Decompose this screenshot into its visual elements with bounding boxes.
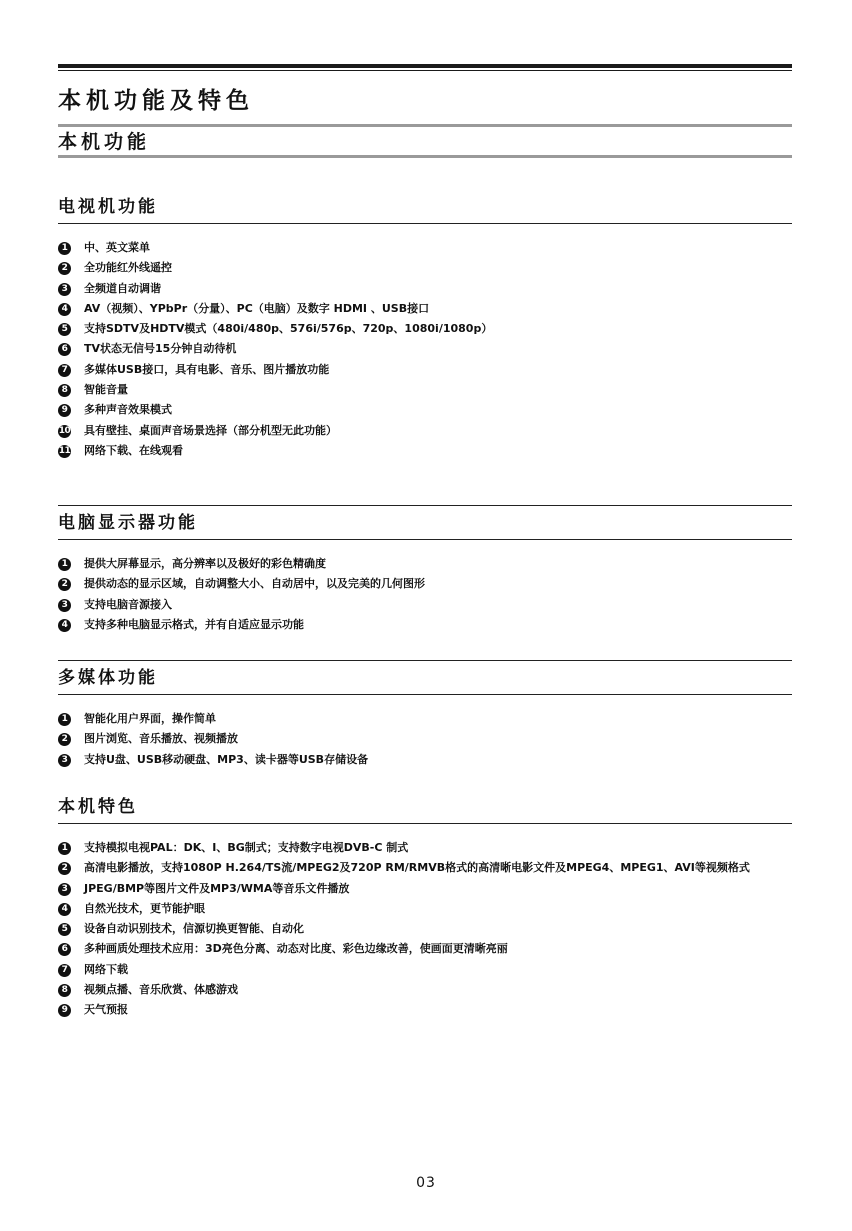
number-badge: 6 — [58, 943, 71, 956]
list-item — [58, 899, 792, 919]
item-text: 网络下载 — [84, 962, 128, 976]
item-text: JPEG/BMP等图片文件及MP3/WMA等音乐文件播放 — [84, 881, 350, 895]
top-rule — [58, 64, 792, 68]
list-item — [58, 960, 792, 980]
list-item — [58, 574, 792, 594]
list-item — [58, 939, 792, 959]
list-item — [58, 299, 792, 319]
list-item — [58, 238, 792, 258]
item-text: 智能音量 — [84, 383, 128, 397]
list-item — [58, 258, 792, 278]
list-item — [58, 360, 792, 380]
number-badge: 3 — [58, 883, 71, 896]
list-item — [58, 400, 792, 420]
number-badge: 9 — [58, 404, 71, 417]
section-multimedia-functions — [58, 660, 792, 770]
number-badge: 8 — [58, 984, 71, 997]
item-text: 高清电影播放，支持1080P H.264/TS流/MPEG2及720P RM/RMVB格式的高清晰电影文件及MPEG4、MPEG1、AVI等视频格式 — [84, 861, 750, 875]
item-text: 支持电脑音源接入 — [84, 597, 172, 611]
number-badge: 5 — [58, 323, 71, 336]
item-text: 视频点播、音乐欣赏、体感游戏 — [84, 983, 238, 997]
list-item — [58, 750, 792, 770]
number-badge: 1 — [58, 242, 71, 255]
number-badge: 10 — [58, 425, 71, 436]
item-text: TV状态无信号15分钟自动待机 — [84, 342, 237, 356]
item-text: 多种声音效果模式 — [84, 403, 172, 417]
list-item — [58, 1000, 792, 1020]
list-item — [58, 441, 792, 461]
list-item — [58, 339, 792, 359]
number-badge: 7 — [58, 364, 71, 377]
number-badge: 3 — [58, 599, 71, 612]
number-badge: 2 — [58, 733, 71, 746]
item-text: 图片浏览、音乐播放、视频播放 — [84, 732, 238, 746]
item-text: 支持U盘、USB移动硬盘、MP3、读卡器等USB存储设备 — [84, 752, 369, 766]
item-text: 多种画质处理技术应用：3D亮色分离、动态对比度、彩色边缘改善，使画面更清晰亮丽 — [84, 942, 508, 956]
section-title: 本机特色 — [58, 796, 792, 824]
list-item — [58, 380, 792, 400]
list-item — [58, 595, 792, 615]
list-item — [58, 554, 792, 574]
list-item — [58, 729, 792, 749]
item-text: 中、英文菜单 — [84, 241, 150, 254]
list-item — [58, 838, 792, 858]
number-badge: 5 — [58, 923, 71, 936]
item-text: 天气预报 — [84, 1003, 128, 1017]
item-text: AV（视频）、YPbPr（分量）、PC（电脑）及数字 HDMI 、USB接口 — [84, 301, 430, 315]
number-badge: 11 — [58, 445, 71, 456]
list-item — [58, 980, 792, 1000]
number-badge: 4 — [58, 619, 71, 632]
number-badge: 4 — [58, 903, 71, 916]
feature-list — [58, 238, 792, 461]
top-rule-thin — [58, 70, 792, 71]
list-item — [58, 879, 792, 899]
section-title: 多媒体功能 — [58, 667, 792, 695]
list-item — [58, 421, 792, 441]
section-title: 电视机功能 — [58, 196, 792, 224]
page-title: 本机功能及特色 — [58, 88, 254, 114]
feature-list — [58, 838, 792, 1021]
item-text: 具有壁挂、桌面声音场景选择（部分机型无此功能） — [84, 423, 337, 437]
list-item — [58, 919, 792, 939]
section-pc-monitor-functions — [58, 505, 792, 635]
number-badge: 9 — [58, 1004, 71, 1017]
item-text: 支持SDTV及HDTV模式（480i/480p、576i/576p、720p、1080i/1080p） — [84, 322, 493, 336]
section-tv-functions — [58, 196, 792, 461]
number-badge: 1 — [58, 713, 71, 726]
item-text: 提供大屏幕显示，高分辨率以及极好的彩色精确度 — [84, 557, 326, 570]
item-text: 全频道自动调谐 — [84, 281, 161, 295]
number-badge: 1 — [58, 842, 71, 855]
page-number: 03 — [416, 1175, 436, 1191]
item-text: 智能化用户界面，操作简单 — [84, 712, 216, 725]
list-item — [58, 319, 792, 339]
feature-list — [58, 554, 792, 635]
list-item — [58, 858, 792, 878]
number-badge: 2 — [58, 862, 71, 875]
title-divider — [58, 124, 792, 127]
item-text: 设备自动识别技术，信源切换更智能、自动化 — [84, 922, 304, 936]
list-item — [58, 709, 792, 729]
item-text: 提供动态的显示区域，自动调整大小、自动居中，以及完美的几何图形 — [84, 577, 425, 591]
subtitle-divider — [58, 155, 792, 158]
number-badge: 2 — [58, 262, 71, 275]
number-badge: 4 — [58, 303, 71, 316]
item-text: 支持多种电脑显示格式，并有自适应显示功能 — [84, 617, 304, 631]
number-badge: 6 — [58, 343, 71, 356]
item-text: 多媒体USB接口，具有电影、音乐、图片播放功能 — [84, 362, 330, 376]
number-badge: 3 — [58, 754, 71, 767]
list-item — [58, 279, 792, 299]
number-badge: 8 — [58, 384, 71, 397]
number-badge: 3 — [58, 283, 71, 296]
number-badge: 2 — [58, 578, 71, 591]
number-badge: 7 — [58, 964, 71, 977]
item-text: 全功能红外线遥控 — [84, 261, 172, 275]
section-product-features — [58, 796, 792, 1021]
list-item — [58, 615, 792, 635]
number-badge: 1 — [58, 558, 71, 571]
page-subtitle: 本机功能 — [58, 131, 151, 153]
item-text: 支持模拟电视PAL：DK、I、BG制式；支持数字电视DVB-C 制式 — [84, 841, 409, 854]
item-text: 自然光技术，更节能护眼 — [84, 901, 205, 915]
item-text: 网络下载、在线观看 — [84, 443, 183, 457]
feature-list — [58, 709, 792, 770]
section-title: 电脑显示器功能 — [58, 512, 792, 540]
